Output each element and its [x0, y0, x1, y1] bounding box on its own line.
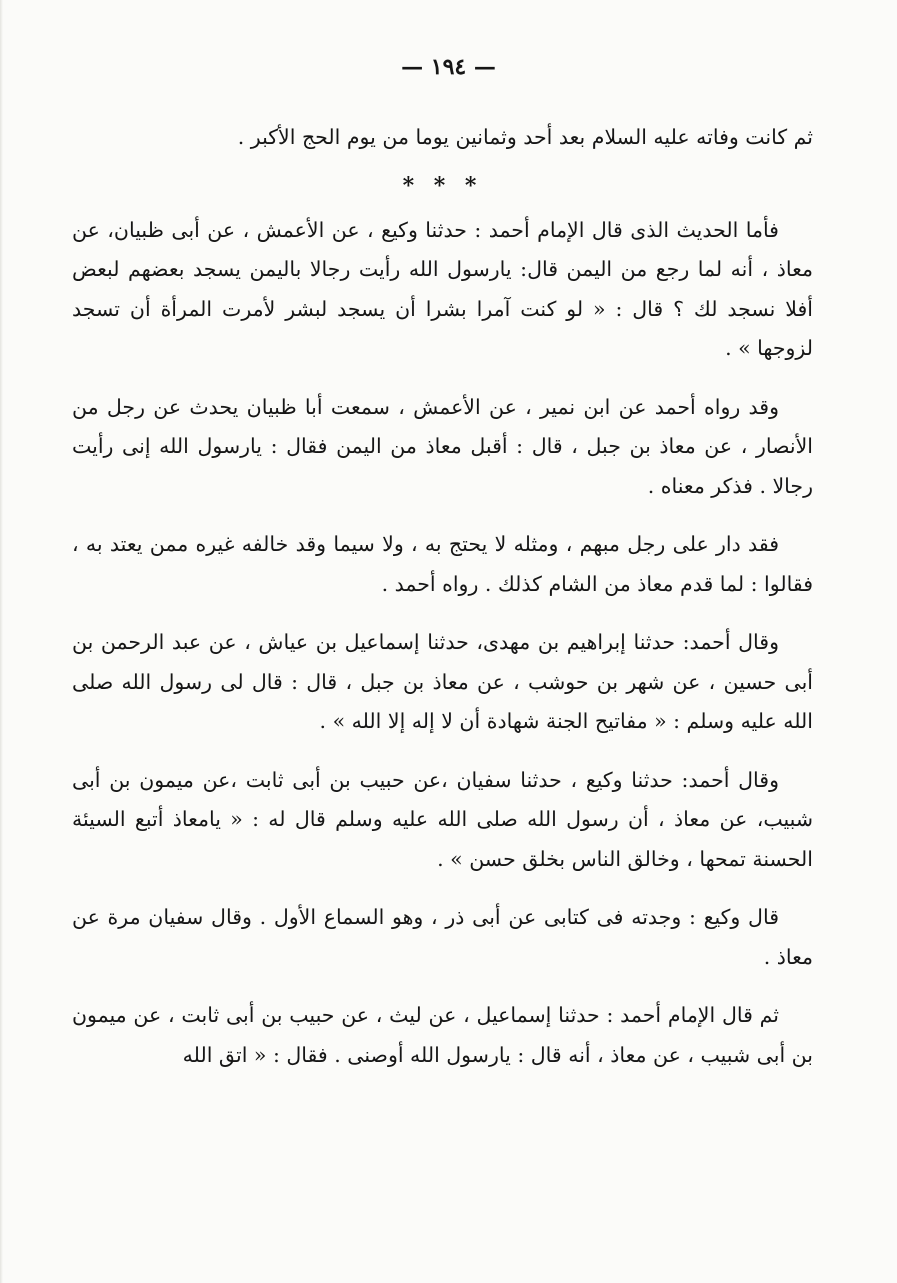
page-body: [72, 118, 813, 1094]
paragraph-3: وقد رواه أحمد عن ابن نمير ، عن الأعمش ، سمعت أبا ظبيان يحدث عن رجل من الأنصار ، عن معاذ بن جبل ، قال : أقبل معاذ من اليمن فقال : يارسول الله إنى رأيت رجالا . فذكر معناه .: [72, 394, 813, 498]
paragraph-4: فقد دار على رجل مبهم ، ومثله لا يحتج به ، ولا سيما وقد خالفه غيره ممن يعتد به ، فقالوا : لما قدم معاذ من الشام كذلك . رواه أحمد .: [72, 532, 813, 596]
page-fold-shadow: [0, 0, 3, 1283]
paragraph-5: وقال أحمد: حدثنا إبراهيم بن مهدى، حدثنا إسماعيل بن عياش ، عن عبد الرحمن بن أبى حسين ، عن شهر بن حوشب ، عن معاذ بن جبل ، قال : قال لى رسول الله صلى الله عليه وسلم : « مفاتيح الجنة شهادة أن لا إله إلا الله » .: [72, 630, 813, 733]
paragraph-1: ثم كانت وفاته عليه السلام بعد أحد وثمانين يوما من يوم الحج الأكبر .: [237, 125, 813, 149]
paragraph-2: فأما الحديث الذى قال الإمام أحمد : حدثنا وكيع ، عن الأعمش ، عن أبى ظبيان، عن معاذ ، أنه لما رجع من اليمن قال: يارسول الله رأيت رجالا باليمن يسجد بعضهم لبعض أفلا نسجد لك ؟ قال : « لو كنت آمرا بشرا أن يسجد لبشر لأمرت المرأة أن تسجد لزوجها » .: [72, 217, 813, 360]
paragraph-6: وقال أحمد: حدثنا وكيع ، حدثنا سفيان ،عن حبيب بن أبى ثابت ،عن ميمون بن أبى شبيب، عن معاذ ، أن رسول الله صلى الله عليه وسلم قال له : « يامعاذ أتبع السيئة الحسنة تمحها ، وخالق الناس بخلق حسن » .: [72, 767, 813, 871]
section-separator: * * *: [402, 172, 483, 199]
page-number: — ١٩٤ —: [401, 54, 496, 80]
paragraph-7: قال وكيع : وجدته فى كتابى عن أبى ذر ، وهو السماع الأول . وقال سفيان مرة عن معاذ .: [72, 905, 813, 969]
paragraph-8: ثم قال الإمام أحمد : حدثنا إسماعيل ، عن ليث ، عن حبيب بن أبى ثابت ، عن ميمون بن أبى شبيب ، عن معاذ ، أنه قال : يارسول الله أوصنى . فقال : « اتق الله: [72, 1003, 813, 1067]
